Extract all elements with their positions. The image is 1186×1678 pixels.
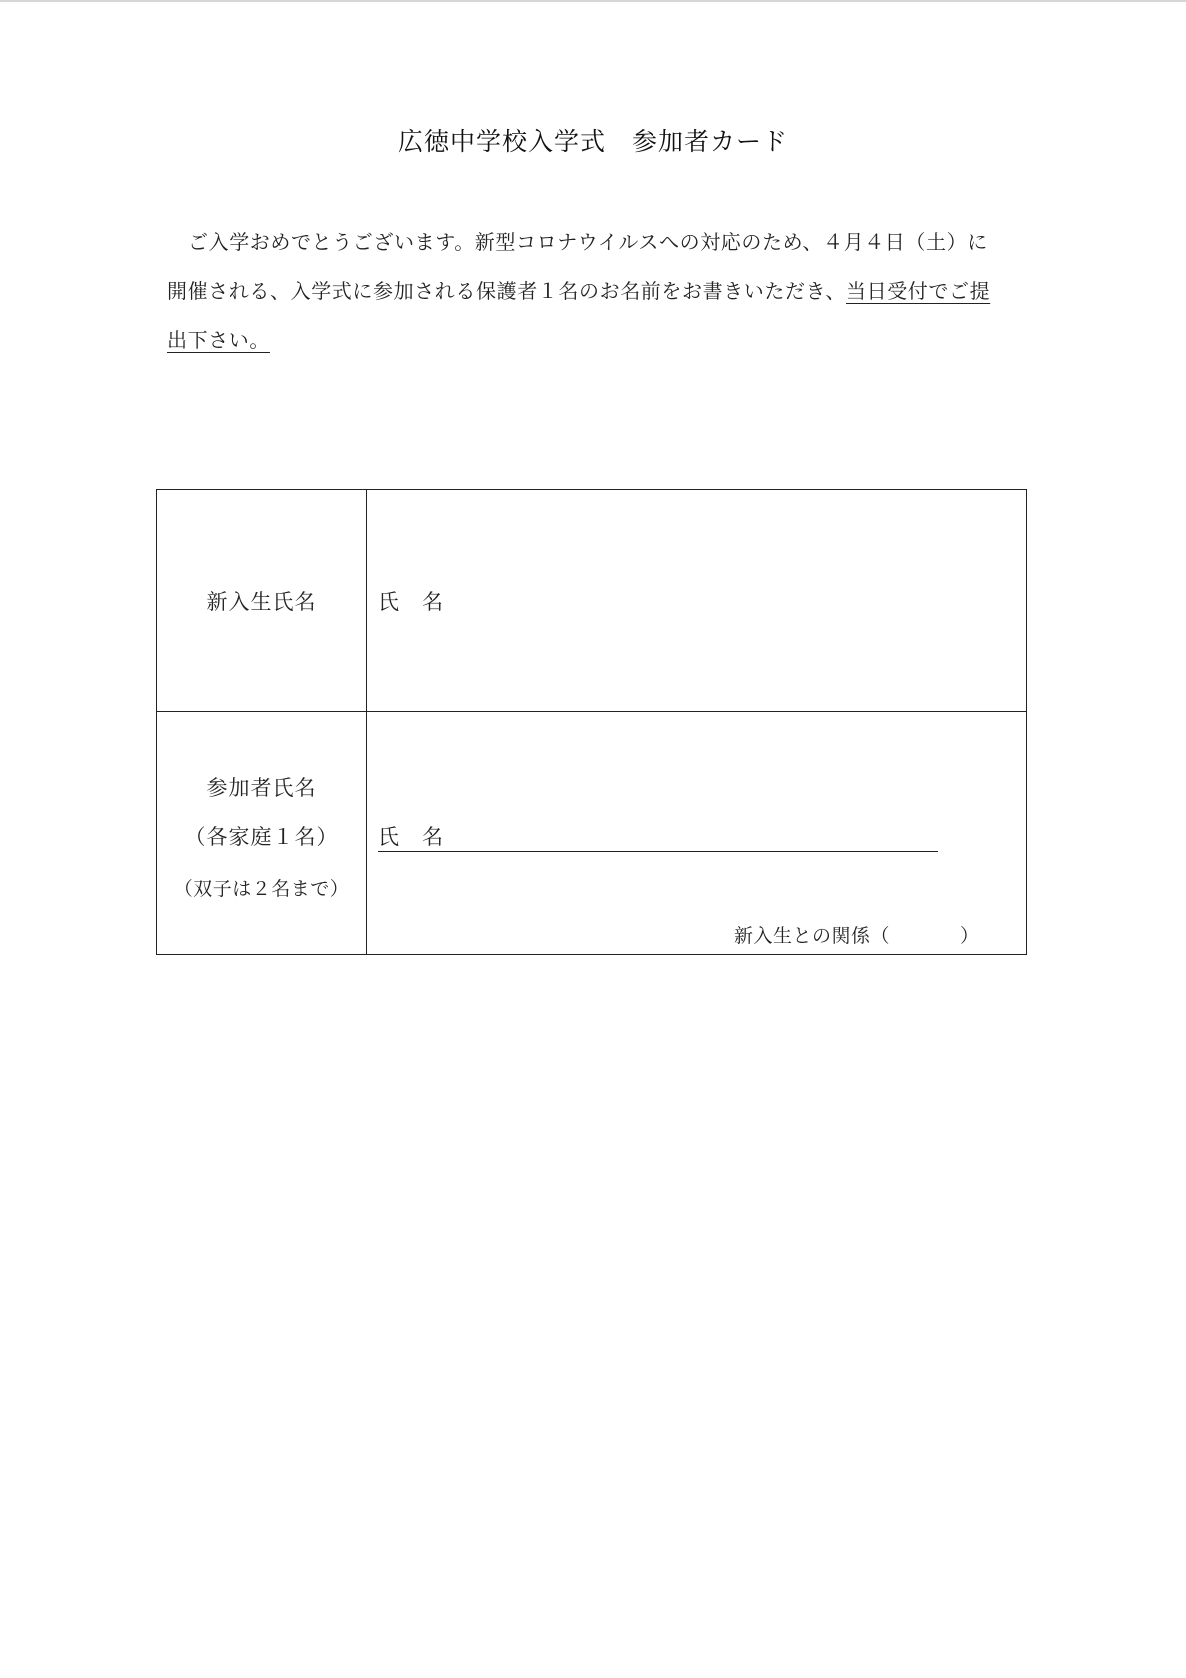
intro-line-3-underlined: 出下さい。 [167, 328, 270, 352]
intro-paragraph [167, 218, 1027, 365]
intro-line-1: ご入学おめでとうございます。新型コロナウイルスへの対応のため、４月４日（土）に [188, 230, 988, 254]
participant-name-field-label: 氏 名 [378, 825, 444, 849]
participant-row [157, 712, 1027, 955]
participant-note-twins: （双子は２名まで） [173, 878, 350, 900]
student-name-field-label: 氏 名 [378, 590, 444, 614]
student-label-cell [157, 490, 367, 712]
participant-name-field[interactable] [378, 821, 938, 852]
relation-close-paren: ） [960, 925, 980, 947]
student-name-label: 新入生氏名 [206, 590, 317, 614]
participant-note-per-family: （各家庭１名） [184, 825, 339, 849]
relation-field[interactable] [734, 921, 980, 948]
intro-line-2-text: 開催される、入学式に参加される保護者１名のお名前をお書きいただき、 [167, 279, 846, 303]
intro-line-2 [167, 267, 1027, 316]
participant-name-label: 参加者氏名 [206, 776, 317, 800]
participant-form-table [156, 489, 1027, 955]
participant-label-cell [157, 712, 367, 955]
intro-line-2-underlined: 当日受付でご提 [846, 279, 991, 303]
intro-line-3 [167, 316, 1027, 365]
student-name-cell[interactable] [367, 490, 1027, 712]
relation-label: 新入生との関係（ [734, 925, 891, 947]
page-top-border [0, 0, 1186, 2]
document-title: 広徳中学校入学式 参加者カード [397, 127, 788, 156]
participant-name-cell[interactable] [367, 712, 1027, 955]
student-row [157, 490, 1027, 712]
